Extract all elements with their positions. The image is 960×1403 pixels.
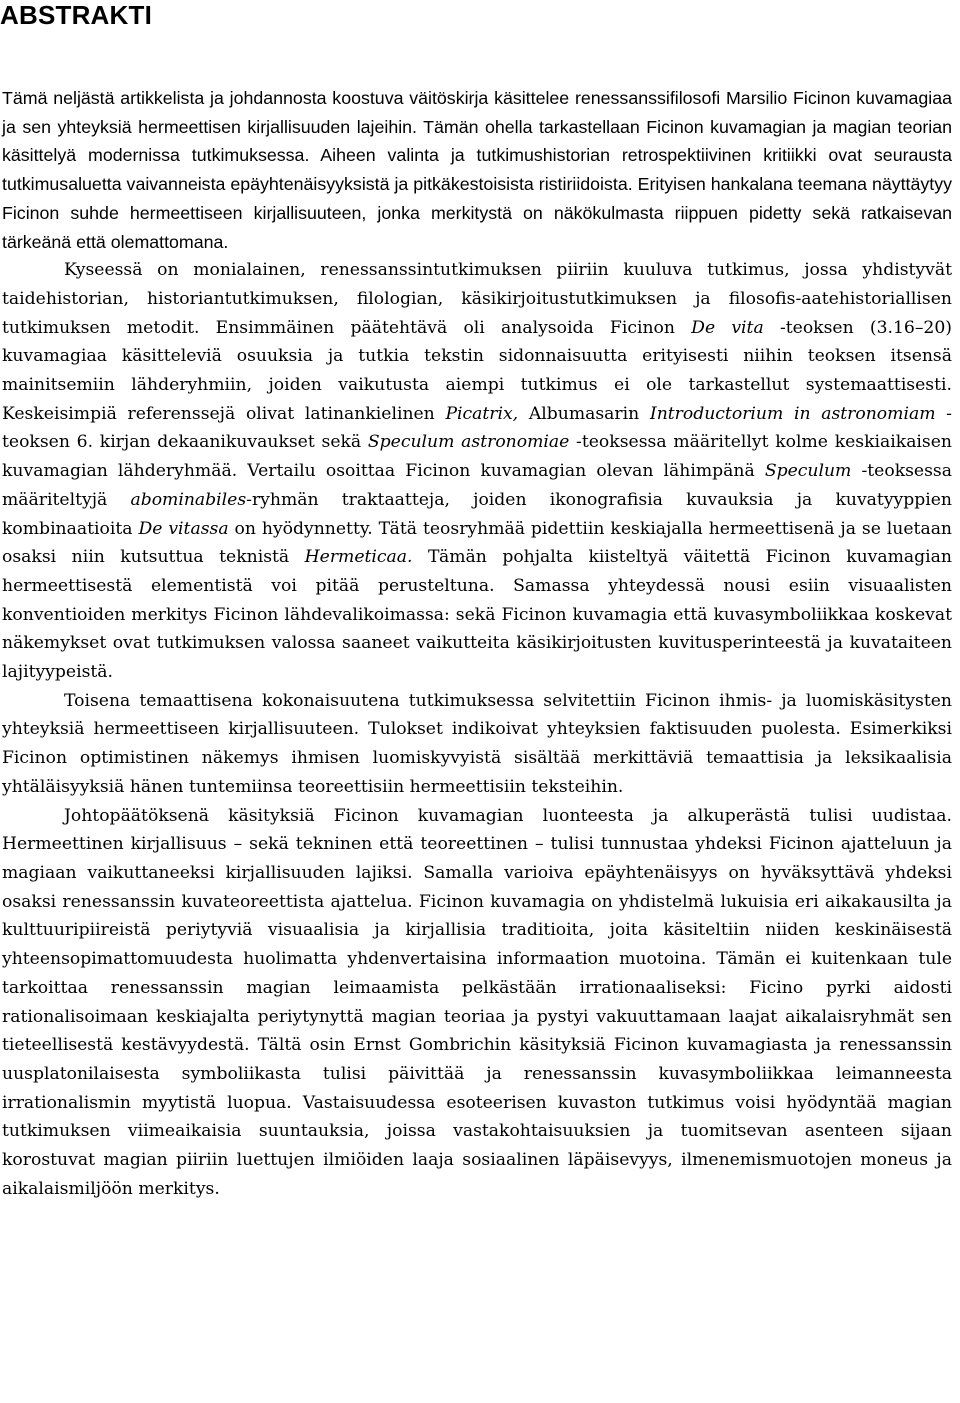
paragraph-4: [2, 802, 952, 1204]
abstract-body: [2, 84, 952, 1203]
paragraph-2-text-2: -teoksen (3.16–20) kuvamagiaa käsitteleviä osuuksia ja tutkia tekstin sidonnaisuutta erityisesti niihin teoksen itsensä mainitsemiin lähderyhmiin, joiden vaikutusta aiempi tutkimus ei ole tarkastellut systemaattisesti. Keskeisimpiä referenssejä olivat latinankielinen: [2, 317, 953, 424]
paragraph-2-text-3: Albumasarin: [518, 403, 650, 424]
title-introductorium: Introductorium in astronomiam: [649, 403, 936, 424]
title-de-vitassa: De vitassa: [138, 518, 229, 539]
paragraph-3-text: Toisena temaattisena kokonaisuutena tutkimuksessa selvitettiin Ficinon ihmis- ja luomiskäsitysten yhteyksiä hermeettiseen kirjallisuuteen. Tulokset indikoivat yhteyksien faktisuuden puolesta. Esimerkiksi Ficinon optimistinen näkemys ihmisen luomiskyvyistä sisältää merkittäviä temaattisia ja leksikaalisia yhtäläisyyksiä hänen tuntemiinsa teoreettisiin hermeettisiin teksteihin.: [2, 690, 952, 797]
paragraph-2-text-8: on hyödynnetty. Tätä teosryhmää pidettiin keskiajalla hermeettisenä ja se luetaan osaksi niin kutsuttua teknistä: [2, 518, 953, 568]
paragraph-3: [2, 687, 952, 802]
paragraph-2: [2, 256, 952, 687]
paragraph-2-text-4: -teoksen 6. kirjan dekaanikuvaukset sekä: [2, 403, 952, 453]
paragraph-2-text-6: -teoksessa määriteltyjä: [2, 461, 952, 510]
paragraph-2-text-1: Kyseessä on monialainen, renessanssintutkimuksen piiriin kuuluva tutkimus, jossa yhdistyvät taidehistorian, historiantutkimuksen, filologian, käsikirjoitustutkimuksen ja filosofis-aatehistoriallisen tutkimuksen metodit. Ensimmäinen päätehtävä oli analysoida Ficinon: [2, 260, 952, 338]
paragraph-2-text-9: Tämän pohjalta kiisteltyä väitettä Ficinon kuvamagian hermeettisestä elementistä voi pitää perusteltuna. Samassa yhteydessä nousi esiin visuaalisten konventioiden merkitys Ficinon lähdevalikoimassa: sekä Ficinon kuvamagia että kuvasymboliikkaa koskevat näkemykset ovat tutkimuksen valossa saaneet vaikutteita käsikirjoitusten kuvitusperinteestä ja kuvataiteen lajityypeistä.: [2, 547, 952, 683]
term-abominabiles: abominabiles: [130, 489, 247, 510]
paragraph-4-text: Johtopäätöksenä käsityksiä Ficinon kuvamagian luonteesta ja alkuperästä tulisi uudistaa. Hermeettinen kirjallisuus – sekä tekninen että teoreettinen – tulisi tunnustaa yhdeksi Ficinon ajatteluun ja magiaan vaikuttaneeksi kirjallisuuden lajiksi. Samalla varioiva epäyhtenäisyys on hyväksyttävä yhdeksi osaksi renessanssin kuvateoreettista ajattelua. Ficinon kuvamagia on yhdistelmä lukuisia eri aikakausilta ja kulttuuripiireistä periytyviä visuaalisia ja kirjallisia traditioita, joita käsiteltiin niiden keskinäisestä yhteensopimattomuudesta huolimatta yhdenvertaisina informaation muotoina. Tämän ei kuitenkaan tule tarkoittaa renessanssin magian leimaamista pelkästään irrationaaliseksi: Ficino pyrki aidosti rationalisoimaan keskiajalta periytynyttä magian teoriaa ja pystyi vakuuttamaan laajat aikalaisryhmät sen tieteellisestä kestävyydestä. Tältä osin Ernst Gombrichin käsityksiä Ficinon kuvamagiasta ja renessanssin uusplatonilaisesta symboliikasta tulisi päivittää ja renessanssin kuvasymboliikkaa leimanneesta irrationalismin myytistä luopua. Vastaisuudessa esoteerisen kuvaston tutkimus voisi hyödyntää magian tutkimuksen viimeaikaisia suuntauksia, joissa vastakohtaisuuksien ja tuomitsevan asenteen sijaan korostuvat magian piiriin luettujen ilmiöiden laaja sosiaalinen läpäisevyys, ilmenemismuotojen moneus ja aikalaismiljöön merkitys.: [2, 805, 952, 1199]
paragraph-1-text: Tämä neljästä artikkelista ja johdannosta koostuva väitöskirja käsittelee renessanssifilosofi Marsilio Ficinon kuvamagiaa ja sen yhteyksiä hermeettisen kirjallisuuden lajeihin. Tämän ohella tarkastellaan Ficinon kuvamagian ja magian teorian käsittelyä modernissa tutkimuksessa. Aiheen valinta ja tutkimushistorian retrospektiivinen kritiikki ovat seurausta tutkimusaluetta vaivanneista epäyhtenäisyyksistä ja pitkäkestoisista ristiriidoista. Erityisen hankalana teemana näyttäytyy Ficinon suhde hermeettiseen kirjallisuuteen, jonka merkitystä on näkökulmasta riippuen pidetty sekä ratkaisevan tärkeänä että olemattomana.: [2, 88, 952, 252]
paragraph-2-text-7: -ryhmän traktaatteja, joiden ikonografisia kuvauksia ja kuvatyyppien kombinaatioita: [2, 489, 952, 539]
title-speculum-astronomiae: Speculum astronomiae: [367, 432, 570, 453]
title-picatrix: Picatrix,: [445, 403, 519, 424]
page-title: ABSTRAKTI: [0, 0, 153, 30]
title-speculum: Speculum: [764, 461, 852, 482]
paragraph-2-text-5: -teoksessa määritellyt kolme keskiaikaisen kuvamagian lähderyhmää. Vertailu osoittaa Ficinon kuvamagian olevan lähimpänä: [2, 432, 952, 482]
paragraph-1: [2, 84, 952, 256]
term-hermetica: Hermeticaa.: [304, 547, 413, 568]
title-de-vita: De vita: [691, 317, 764, 338]
